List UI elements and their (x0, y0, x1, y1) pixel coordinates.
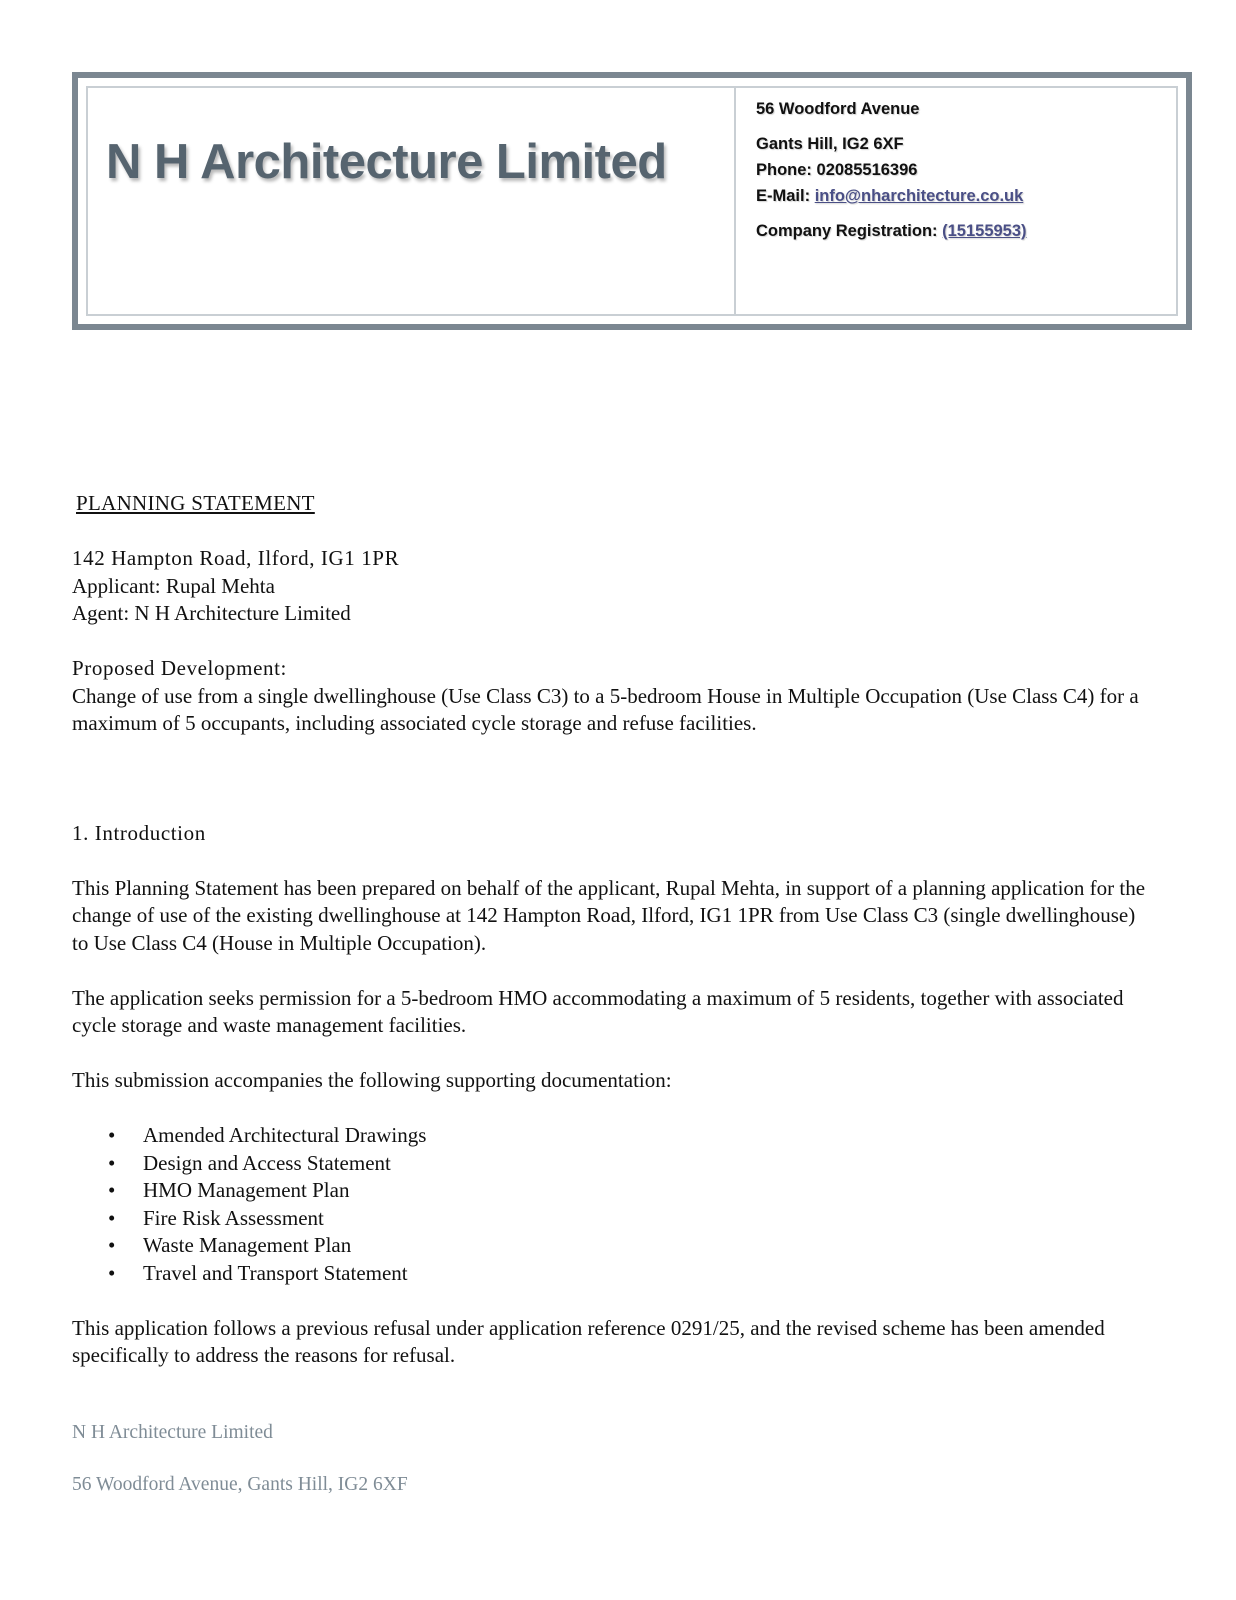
list-item: • Design and Access Statement (72, 1150, 1152, 1178)
registration-label: Company Registration: (756, 222, 938, 240)
document-body (72, 490, 1152, 1370)
registration-line (756, 218, 1176, 244)
supporting-documents-list (72, 1122, 1152, 1287)
list-item: • HMO Management Plan (72, 1177, 1152, 1205)
applicant: Applicant: Rupal Mehta (72, 573, 275, 598)
proposed-development-text: Change of use from a single dwellinghouse (Use Class C3) to a 5-bedroom House in Multiple Occupation (Use Class C4) for a maximum of 5 occupants, including associated cycle storage and refuse facilities. (72, 683, 1139, 735)
list-item: • Waste Management Plan (72, 1232, 1152, 1260)
introduction-paragraph-3: This submission accompanies the following supporting documentation: (72, 1068, 672, 1092)
address-line-1: 56 Woodford Avenue (756, 100, 920, 118)
page-footer (72, 1420, 408, 1498)
phone-number: 02085516396 (816, 161, 918, 179)
phone-label: Phone: (756, 161, 812, 179)
phone-line (756, 157, 1176, 183)
footer-company: N H Architecture Limited (72, 1422, 273, 1443)
footer-address: 56 Woodford Avenue, Gants Hill, IG2 6XF (72, 1474, 408, 1495)
registration-link[interactable]: (15155953) (942, 222, 1027, 240)
list-item: • Travel and Transport Statement (72, 1260, 1152, 1288)
contact-details-cell (736, 88, 1176, 314)
site-address: 142 Hampton Road, Ilford, IG1 1PR (72, 546, 400, 570)
company-name-cell (88, 88, 736, 314)
introduction-paragraph-4: This application follows a previous refusal under application reference 0291/25, and the revised scheme has been amended specifically to address the reasons for refusal. (72, 1315, 1105, 1367)
list-item: • Amended Architectural Drawings (72, 1122, 1152, 1150)
company-name: N H Architecture Limited (106, 135, 667, 189)
agent: Agent: N H Architecture Limited (72, 601, 351, 625)
email-label: E-Mail: (756, 187, 811, 205)
address-line-2: Gants Hill, IG2 6XF (756, 135, 904, 153)
document-title: PLANNING STATEMENT (76, 491, 315, 515)
email-line (756, 183, 1176, 209)
letterhead (72, 72, 1192, 330)
introduction-heading: 1. Introduction (72, 820, 206, 845)
email-link[interactable]: info@nharchitecture.co.uk (814, 187, 1024, 205)
proposed-development-label: Proposed Development: (72, 656, 287, 680)
introduction-paragraph-2: The application seeks permission for a 5-bedroom HMO accommodating a maximum of 5 residents, together with associated cycle storage and waste management facilities. (72, 985, 1124, 1037)
list-item: • Fire Risk Assessment (72, 1205, 1152, 1233)
letterhead-table (86, 86, 1178, 316)
introduction-paragraph-1: This Planning Statement has been prepared on behalf of the applicant, Rupal Mehta, in support of a planning application for the change of use of the existing dwellinghouse at 142 Hampton Road, Ilford, IG1 1PR from Use Class C3 (single dwellinghouse) to Use Class C4 (House in Multiple Occupation). (72, 875, 1146, 955)
